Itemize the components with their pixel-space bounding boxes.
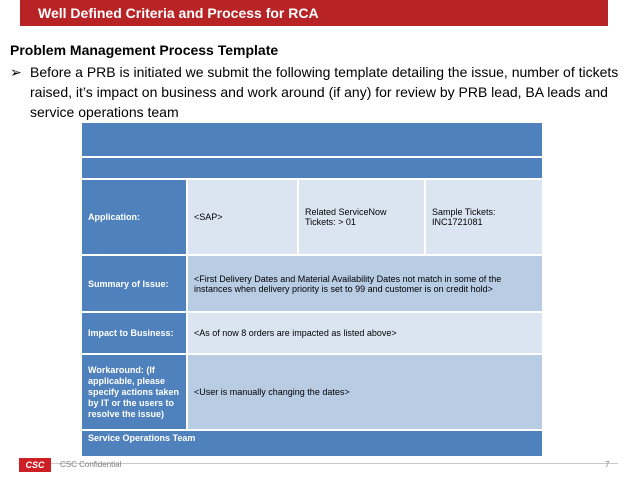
impact-label: Impact to Business: (81, 312, 187, 354)
prb-template-table (80, 121, 542, 456)
sample-tickets-cell: Sample Tickets: INC1721081 (425, 179, 543, 255)
application-label: Application: (81, 179, 187, 255)
bullet-paragraph (10, 62, 625, 122)
related-tickets-cell: Related ServiceNow Tickets: > 01 (298, 179, 425, 255)
summary-label: Summary of Issue: (81, 255, 187, 312)
workaround-label: Workaround: (If applicable, please specify actions taken by IT or the users to resolve the issue) (81, 354, 187, 430)
bullet-text: Before a PRB is initiated we submit the following template detailing the issue, number of tickets raised, it’s impact on business and work around (if any) for review by PRB lead, BA leads and service operations team (30, 64, 619, 120)
table-header-row-1 (81, 122, 543, 157)
table-header-row-2 (81, 157, 543, 179)
csc-logo: CSC (19, 458, 51, 472)
arrow-bullet-icon: ➢ (10, 64, 22, 80)
template-title: Problem Management Process Template (10, 42, 279, 58)
slide-title: Well Defined Criteria and Process for RCA (38, 5, 319, 21)
summary-value: <First Delivery Dates and Material Availability Dates not match in some of the instances when delivery priority is set to 99 and customer is on credit hold> (187, 255, 543, 312)
footer-confidential: CSC Confidential (60, 460, 122, 469)
service-operations-label: Service Operations Team (81, 430, 543, 457)
impact-value: <As of now 8 orders are impacted as listed above> (187, 312, 543, 354)
workaround-value: <User is manually changing the dates> (187, 354, 543, 430)
page-number: 7 (605, 460, 610, 469)
application-value: <SAP> (187, 179, 298, 255)
